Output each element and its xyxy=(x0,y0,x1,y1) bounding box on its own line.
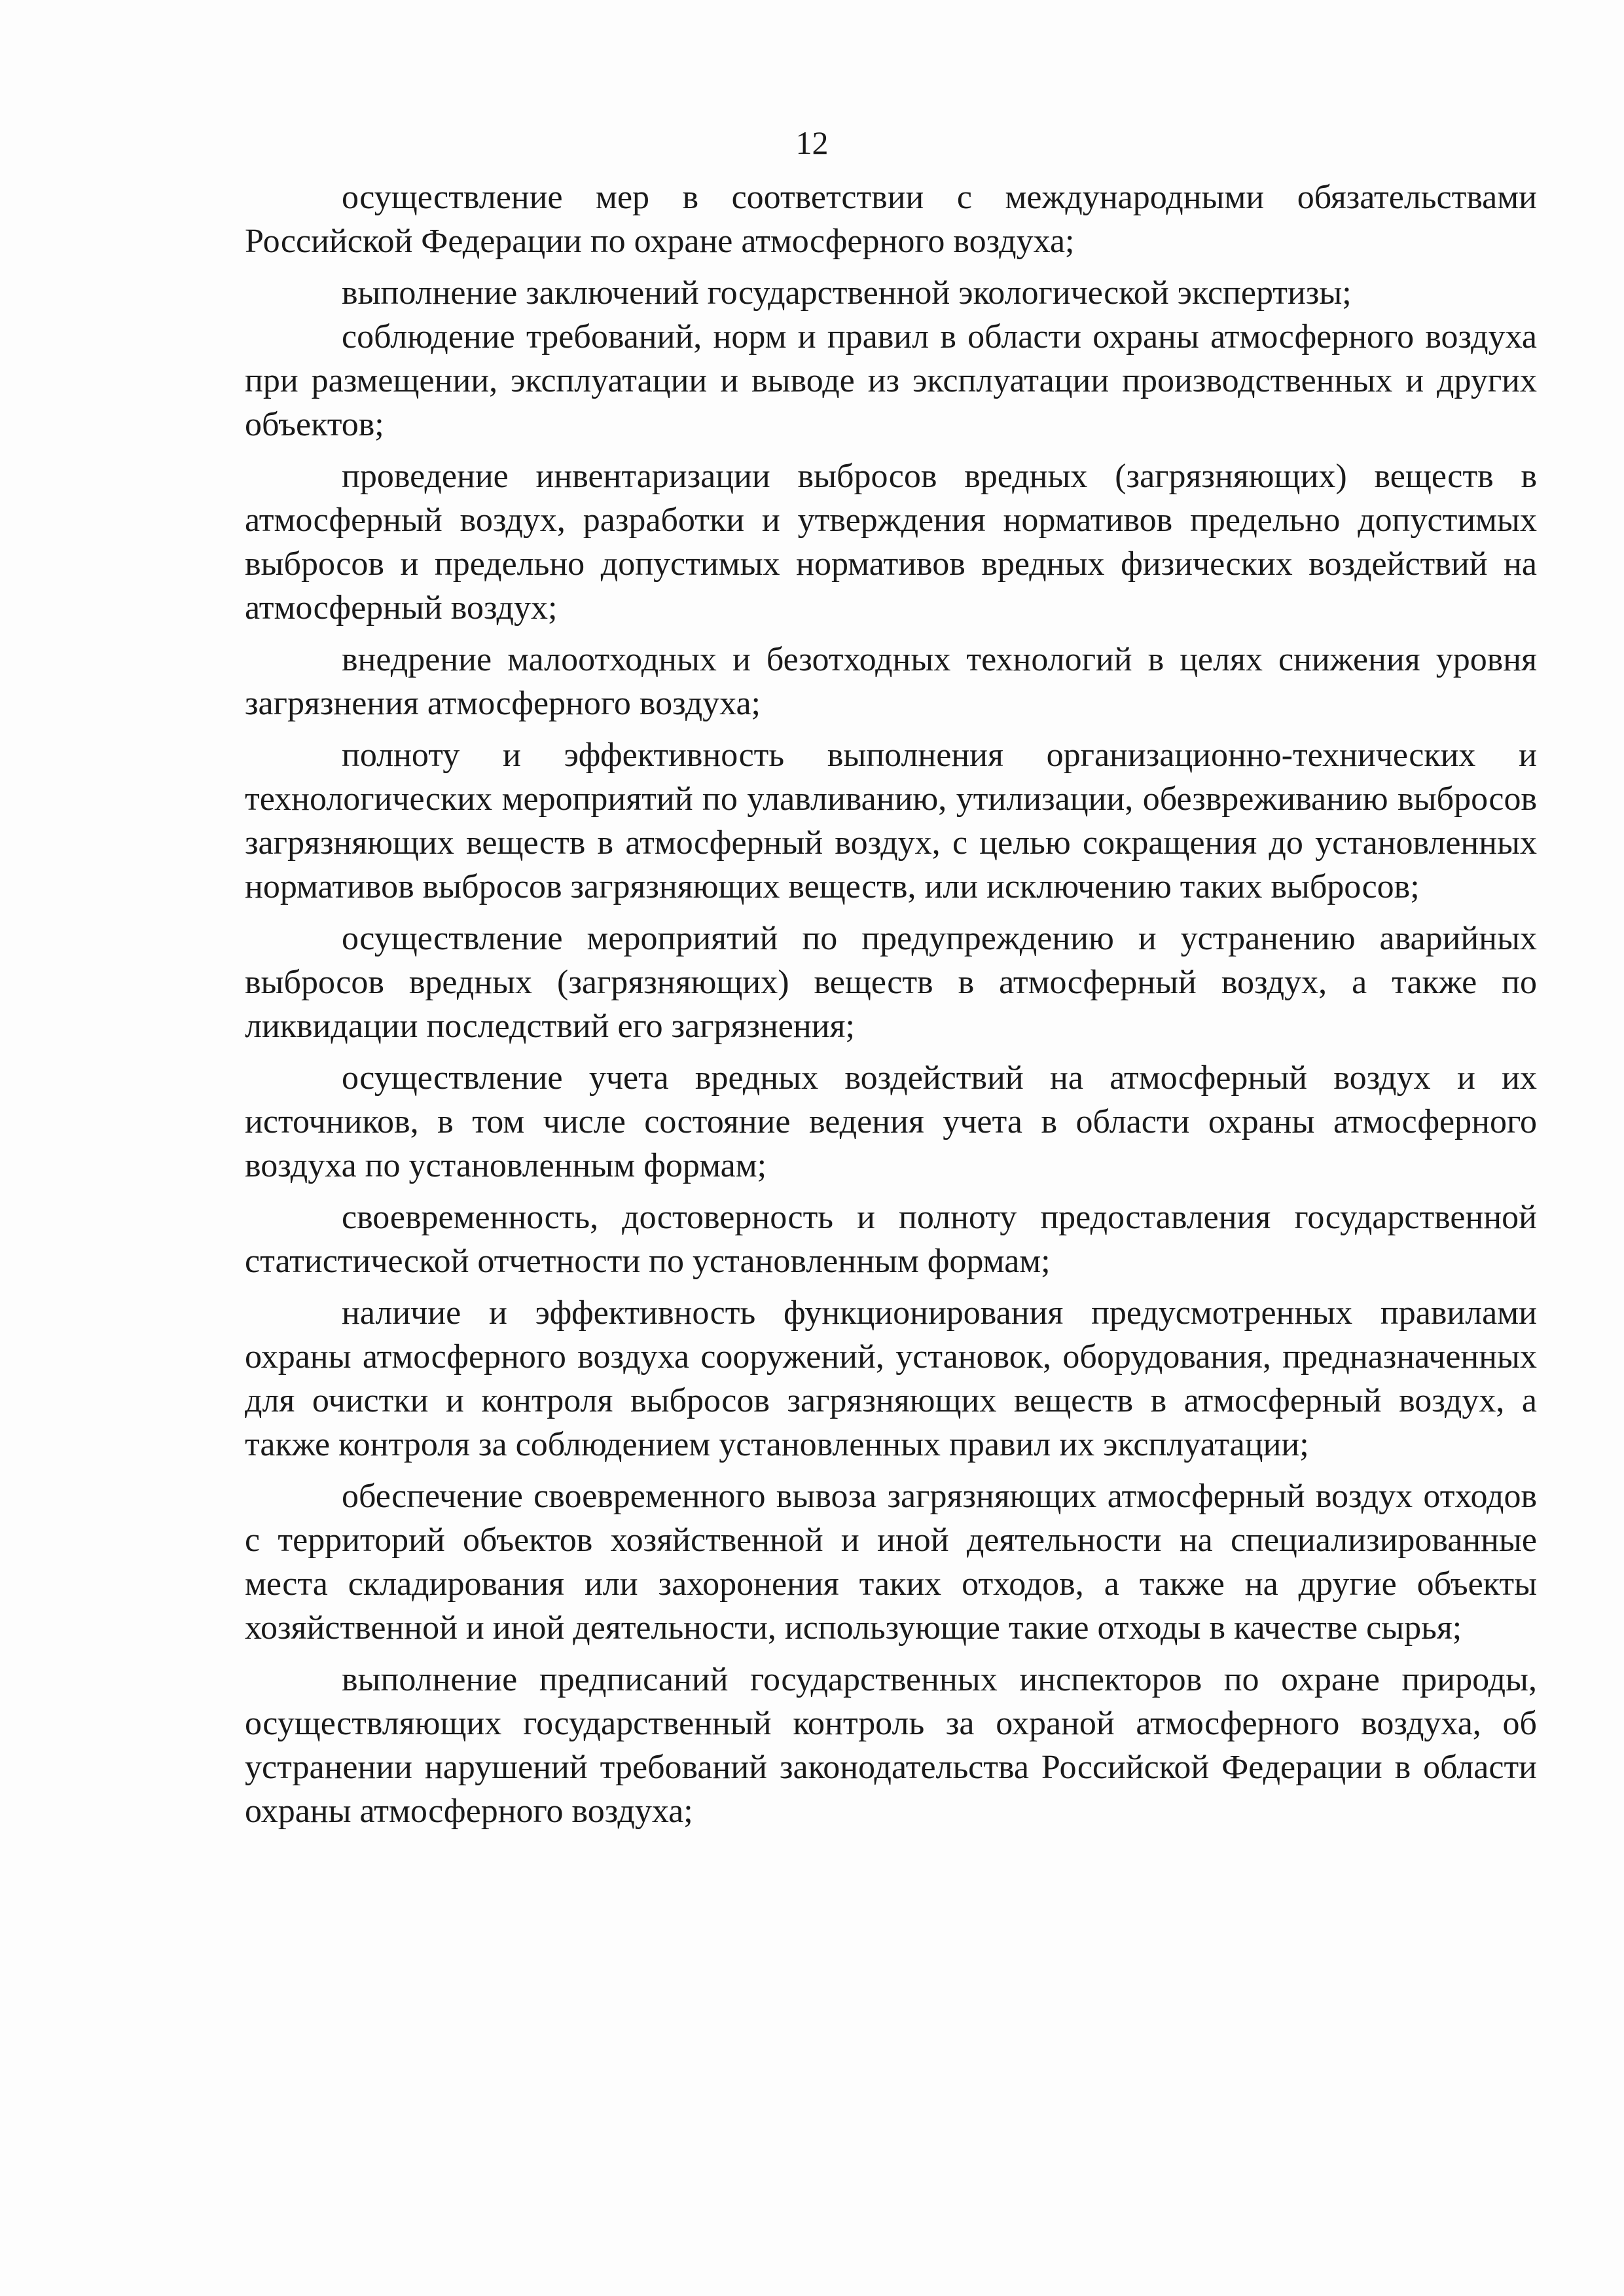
paragraph-requirements-compliance: соблюдение требований, норм и правил в области охраны атмосферного воздуха при размещении, эксплуатации и выводе из эксплуатации производственных и других объектов; xyxy=(245,318,1537,443)
paragraph-ecological-expertise: выполнение заключений государственной экологической экспертизы; xyxy=(342,274,1352,312)
paragraph-low-waste-technologies: внедрение малоотходных и безотходных технологий в целях снижения уровня загрязнения атмосферного воздуха; xyxy=(245,641,1537,722)
paragraph-waste-removal: обеспечение своевременного вывоза загрязняющих атмосферный воздух отходов с территорий объектов хозяйственной и иной деятельности на специализированные места складирования или захоронения таких отходов, а также на другие объекты хозяйственной и иной деятельности, использующие такие отходы в качестве сырья; xyxy=(245,1478,1537,1647)
paragraph-treatment-facilities: наличие и эффективность функционирования предусмотренных правилами охраны атмосферного воздуха сооружений, установок, оборудования, предназначенных для очистки и контроля выбросов загрязняющих веществ в атмосферный воздух, а также контроля за соблюдением установленных правил их эксплуатации; xyxy=(245,1294,1537,1463)
paragraph-statistical-reporting: своевременность, достоверность и полноту предоставления государственной статистической отчетности по установленным формам; xyxy=(245,1199,1537,1280)
paragraph-emergency-emissions: осуществление мероприятий по предупреждению и устранению аварийных выбросов вредных (загрязняющих) веществ в атмосферный воздух, а также по ликвидации последствий его загрязнения; xyxy=(245,920,1537,1045)
paragraph-impact-accounting: осуществление учета вредных воздействий на атмосферный воздух и их источников, в том числе состояние ведения учета в области охраны атмосферного воздуха по установленным формам; xyxy=(245,1059,1537,1184)
paragraph-inspector-orders: выполнение предписаний государственных инспекторов по охране природы, осуществляющих государственный контроль за охраной атмосферного воздуха, об устранении нарушений требований законодательства Российской Федерации в области охраны атмосферного воздуха; xyxy=(245,1661,1537,1830)
paragraph-technical-measures: полноту и эффективность выполнения организационно-технических и технологических мероприятий по улавливанию, утилизации, обезвреживанию выбросов загрязняющих веществ в атмосферный воздух, с целью сокращения до установленных нормативов выбросов загрязняющих веществ, или исключению таких выбросов; xyxy=(245,737,1537,905)
paragraph-emissions-inventory: проведение инвентаризации выбросов вредных (загрязняющих) веществ в атмосферный воздух, разработки и утверждения нормативов предельно допустимых выбросов и предельно допустимых нормативов вредных физических воздействий на атмосферный воздух; xyxy=(245,458,1537,627)
page-number: 12 xyxy=(795,124,829,161)
document-body xyxy=(245,175,1537,1841)
paragraph-international-obligations: осуществление мер в соответствии с международными обязательствами Российской Федерации по охране атмосферного воздуха; xyxy=(245,179,1537,260)
